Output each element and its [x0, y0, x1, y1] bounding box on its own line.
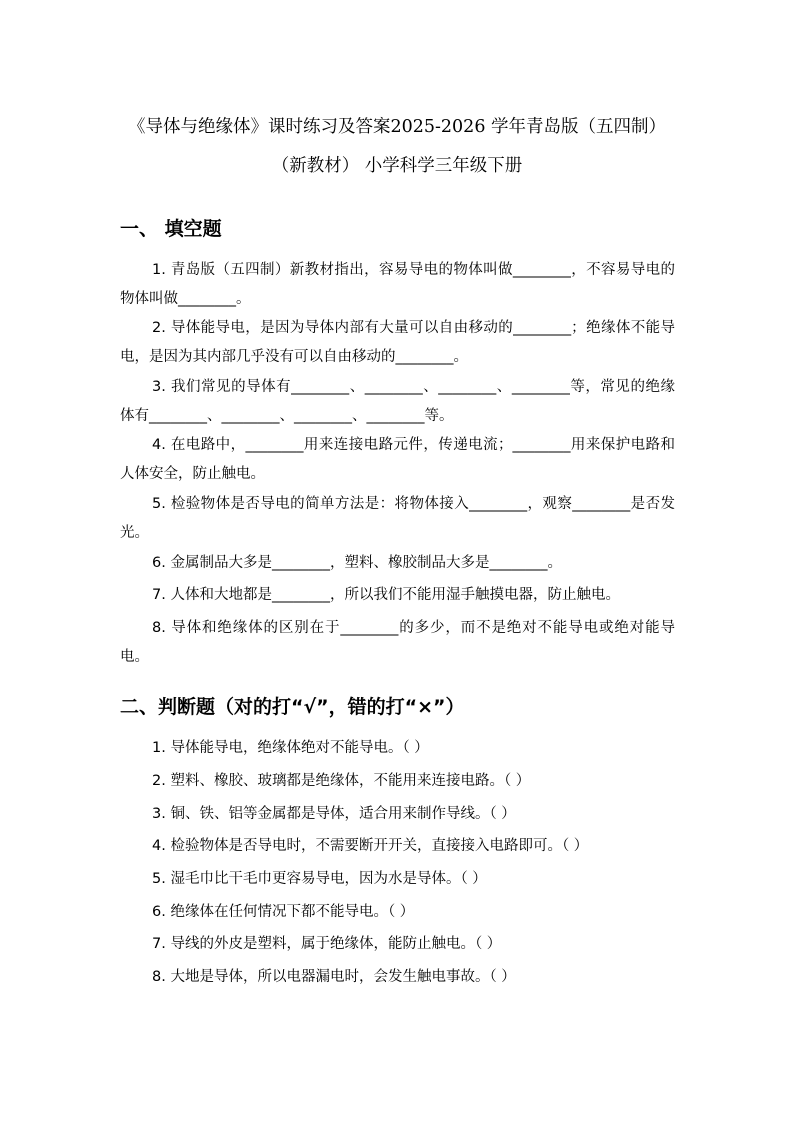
true-false-question: 1. 导体能导电，绝缘体绝对不能导电。（ ）	[152, 740, 429, 756]
fill-blank-question: 2. 导体能导电，是因为导体内部有大量可以自由移动的________；绝缘体不能导电，是因为其内部几乎没有可以自由移动的________。	[120, 320, 675, 365]
true-false-question: 6. 绝缘体在任何情况下都不能导电。（ ）	[152, 904, 415, 920]
true-false-question: 7. 导线的外皮是塑料，属于绝缘体，能防止触电。（ ）	[152, 936, 502, 952]
fill-blank-question: 1. 青岛版（五四制）新教材指出，容易导电的物体叫做________，不容易导电的物体叫做________。	[120, 262, 675, 307]
true-false-question: 4. 检验物体是否导电时，不需要断开开关，直接接入电路即可。（ ）	[152, 838, 589, 854]
true-false-question: 3. 铜、铁、铝等金属都是导体，适合用来制作导线。（ ）	[152, 806, 516, 822]
fill-blank-question: 8. 导体和绝缘体的区别在于________的多少，而不是绝对不能导电或绝对能导电。	[120, 620, 675, 665]
section-heading-fill-blank: 一、 填空题	[120, 218, 222, 240]
fill-blank-question: 5. 检验物体是否导电的简单方法是：将物体接入________，观察________是否发光。	[120, 496, 675, 541]
fill-blank-question: 7. 人体和大地都是________，所以我们不能用湿手触摸电器，防止触电。	[152, 587, 620, 603]
section-heading-true-false: 二、判断题（对的打“√”，错的打“×”）	[120, 696, 465, 718]
fill-blank-question: 3. 我们常见的导体有________、________、________、________等，常见的绝缘体有________、________、________、________等。	[120, 379, 675, 424]
true-false-question: 5. 湿毛巾比干毛巾更容易导电，因为水是导体。（ ）	[152, 871, 487, 887]
fill-blank-question: 4. 在电路中，________用来连接电路元件，传递电流；________用来保护电路和人体安全，防止触电。	[120, 437, 675, 482]
true-false-question: 8. 大地是导体，所以电器漏电时，会发生触电事故。（ ）	[152, 969, 516, 985]
true-false-question: 2. 塑料、橡胶、玻璃都是绝缘体，不能用来连接电路。（ ）	[152, 773, 531, 789]
document-title-line2: （新教材） 小学科学三年级下册	[271, 156, 523, 176]
fill-blank-question: 6. 金属制品大多是________，塑料、橡胶制品大多是________。	[152, 555, 562, 571]
document-title-line1: 《导体与绝缘体》课时练习及答案2025-2026 学年青岛版（五四制）	[127, 117, 667, 137]
